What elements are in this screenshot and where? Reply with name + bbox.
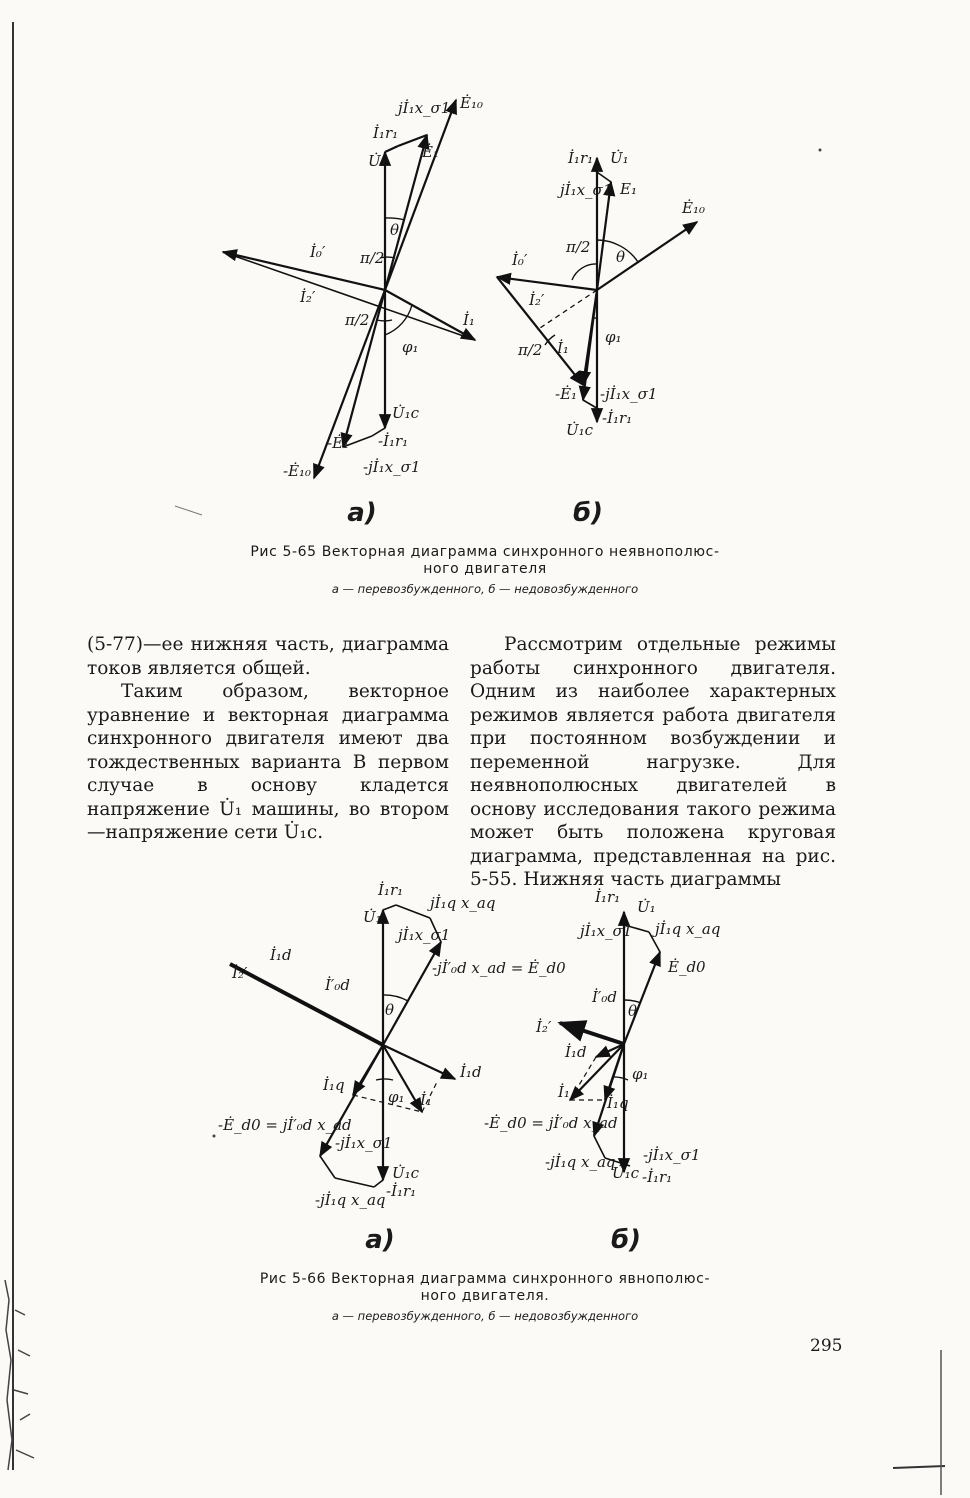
label-I2: İ₂′ xyxy=(232,964,248,982)
paragraph: (5-77)—ее нижняя часть, диаграмма токов является общей. xyxy=(87,634,449,679)
label-U1: U̇₁ xyxy=(363,908,382,926)
label-mjI1xs1: -jİ₁x_σ1 xyxy=(600,385,658,403)
label-theta: θ xyxy=(616,248,626,266)
label-E10: Ė₁₀ xyxy=(460,94,483,112)
label-mE10: -Ė₁₀ xyxy=(283,462,312,480)
vector-mE1 xyxy=(583,290,597,400)
label-I2p: İ₂′ xyxy=(529,291,545,309)
label-phi1: φ₁ xyxy=(402,338,419,356)
label-I0d: İ′₀d xyxy=(325,976,350,994)
subfigure-b-label: б) xyxy=(572,498,604,528)
label-mI1r1: -İ₁r₁ xyxy=(642,1168,673,1186)
vector-E1 xyxy=(385,135,427,290)
label-phi1: φ₁ xyxy=(605,328,622,346)
label-I1q: İ₁q xyxy=(323,1076,345,1094)
label-pi2-bot: π/2 xyxy=(518,341,543,359)
vector-I0p xyxy=(497,277,597,290)
figure-5-66-diagrams xyxy=(0,860,970,1250)
label-I1r1: İ₁r₁ xyxy=(568,149,594,167)
subfigure-b-label: б) xyxy=(610,1225,642,1255)
label-mI1r1: -İ₁r₁ xyxy=(386,1182,417,1200)
label-jI1xs1: jİ₁x_σ1 xyxy=(398,926,451,944)
label-mE1: -Ė₁ xyxy=(555,385,578,403)
figure-5-65-caption xyxy=(150,544,820,578)
label-jI1qxaq: jİ₁q x_aq xyxy=(655,920,721,938)
text-column-left xyxy=(87,633,449,845)
label-I1: İ₁ xyxy=(463,311,475,329)
label-phi1: φ₁ xyxy=(388,1088,405,1106)
label-mjI1xs1: -jİ₁x_σ1 xyxy=(643,1146,701,1164)
caption-line-2: ного двигателя. xyxy=(420,1288,550,1304)
label-I1d: İ₁d xyxy=(565,1043,587,1061)
label-mI1r1: -İ₁r₁ xyxy=(378,432,409,450)
label-pi2-bot: π/2 xyxy=(345,311,370,329)
label-I1: İ₁ xyxy=(558,1083,570,1101)
label-E1: E₁ xyxy=(620,180,637,198)
figure-5-65-legend: а — перевозбужденного, б — недовозбужденного xyxy=(331,582,639,596)
label-E10: Ė₁₀ xyxy=(682,199,705,217)
figure-5-66-caption xyxy=(140,1271,830,1305)
figure-5-65-diagrams xyxy=(0,0,970,540)
label-jI1xs1: jİ₁x_σ1 xyxy=(560,181,613,199)
label-I1r1: İ₁r₁ xyxy=(373,124,399,142)
label-I0p: İ₀′ xyxy=(512,251,528,269)
label-U1c: U̇₁c xyxy=(392,404,420,422)
label-I1r1: İ₁r₁ xyxy=(378,881,404,899)
vector-I2 xyxy=(560,1023,624,1044)
label-I1r1: İ₁r₁ xyxy=(595,888,621,906)
label-I0d: İ′₀d xyxy=(592,988,617,1006)
vector-Ed0 xyxy=(624,952,660,1044)
label-theta: θ xyxy=(390,221,400,239)
label-U1c: U̇₁c xyxy=(566,421,594,439)
label-I2: İ₂′ xyxy=(536,1018,552,1036)
label-pi2-top: π/2 xyxy=(360,249,385,267)
subfigure-a-label: а) xyxy=(365,1225,395,1255)
label-mI1r1: -İ₁r₁ xyxy=(602,409,633,427)
label-mjI1qxaq: -jİ₁q x_aq xyxy=(315,1191,386,1209)
label-I1q: İ₁q xyxy=(607,1094,629,1112)
label-U1: U̇₁ xyxy=(610,149,629,167)
label-theta: θ xyxy=(385,1001,395,1019)
label-I1d-top: İ₁d xyxy=(270,946,292,964)
label-jI1qxaq: jİ₁q x_aq xyxy=(430,894,496,912)
label-U1c: U̇₁c xyxy=(612,1164,640,1182)
label-mEd0: -Ė_d0 = jİ′₀d x_ad xyxy=(484,1114,618,1132)
label-phi1: φ₁ xyxy=(632,1065,649,1083)
label-jI1xs1: jİ₁x_σ1 xyxy=(398,99,451,117)
label-I2p: İ₂′ xyxy=(300,288,316,306)
label-U1c: U̇₁c xyxy=(392,1164,420,1182)
label-U1: U̇₁ xyxy=(368,152,387,170)
label-I1: İ₁ xyxy=(557,339,569,357)
label-mjI1xs1: -jİ₁x_σ1 xyxy=(335,1134,393,1152)
figure-5-66-legend: а — перевозбужденного, б — недовозбужденного xyxy=(331,1309,639,1323)
caption-line-1: Рис 5-66 Векторная диаграмма синхронного явнополюс- xyxy=(259,1271,711,1287)
label-U1: U̇₁ xyxy=(637,898,656,916)
label-E1: Ė₁ xyxy=(422,143,439,161)
vector-diagram-b xyxy=(560,912,660,1172)
subfigure-a-label: а) xyxy=(347,498,377,528)
vector-Ed0 xyxy=(383,942,441,1045)
label-mE1: -Ė₁ xyxy=(327,434,350,452)
label-I0p: İ₀′ xyxy=(310,243,326,261)
label-I1: İ₁ xyxy=(420,1091,432,1109)
label-jI1xs1: jİ₁x_σ1 xyxy=(580,922,633,940)
caption-line-2: ного двигателя xyxy=(423,561,547,577)
vector-I1r1 xyxy=(385,146,398,152)
caption-line-1: Рис 5-65 Векторная диаграмма синхронного неявнополюс- xyxy=(250,544,720,560)
vector-I2 xyxy=(230,964,383,1045)
vector-E10 xyxy=(597,222,697,290)
paragraph: Рассмотрим отдельные режимы работы синхронного двигателя. Одним из наиболее характерных режимов является работа двигателя при постоянном возбуждении и переменной нагрузке. Для неявнополюсных двигателей в основу исследования такого режима может быть положена круговая диаграмма, представленная на рис. 5-55. Нижняя часть диаграммы xyxy=(470,634,836,890)
label-eq-Ed0: -jİ′₀d x_ad = Ė_d0 xyxy=(432,959,566,977)
paragraph: Таким образом, векторное уравнение и векторная диаграмма синхронного двигателя имеют два тождественных варианта В первом случае в основу кладется напряжение U̇₁ машины, во втором—напряжение сети U̇₁c. xyxy=(87,681,449,843)
label-theta: θ xyxy=(628,1002,638,1020)
page-number: 295 xyxy=(810,1336,843,1356)
vector-I1 xyxy=(385,290,475,340)
label-I1d-right: İ₁d xyxy=(460,1063,482,1081)
label-Ed0: Ė_d0 xyxy=(668,958,706,976)
text-column-right xyxy=(470,633,836,892)
label-mjI1qxaq: -jİ₁q x_aq xyxy=(545,1153,616,1171)
label-mEd0: -Ė_d0 = jİ′₀d x_ad xyxy=(218,1116,352,1134)
label-pi2-top: π/2 xyxy=(566,238,591,256)
label-mjI1xs1: -jİ₁x_σ1 xyxy=(363,458,421,476)
